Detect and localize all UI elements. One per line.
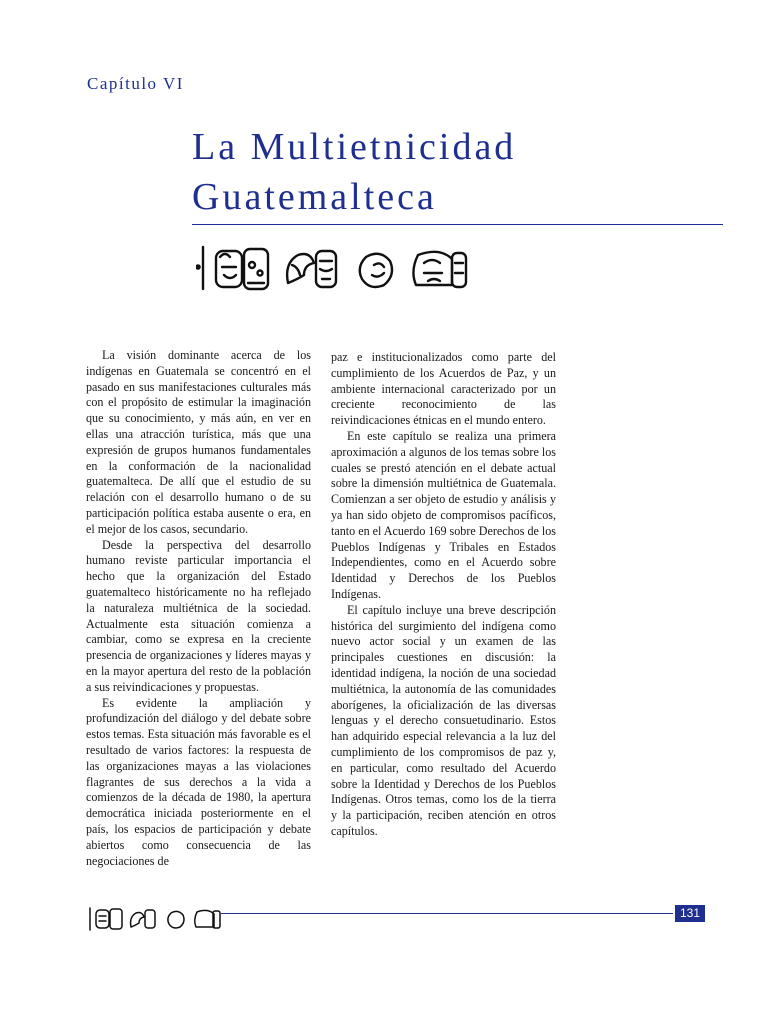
paragraph: El capítulo incluye una breve descripción histórica del surgimiento del indígena como nuevo actor social y un examen de las principales cuestiones en discusión: la identidad indígena, la noción de una sociedad multiétnica, la autonomía de las comunidades aborígenes, la oficialización de las diversas lenguas y el derecho consuetudinario. Estos han adquirido especial relevancia a la luz del cumplimiento de los compromisos de paz y, en particular, como resultado del Acuerdo sobre la Identidad y Derechos de los Pueblos Indígenas. Otros temas, como los de la tierra y la participación, reciben atención en otros capítulos. <box>331 602 556 838</box>
title-line-2: Guatemalteca <box>192 176 437 218</box>
page-number: 131 <box>675 905 705 922</box>
text-column-left <box>86 348 311 869</box>
title-line-1: La Multietnicidad <box>192 126 517 168</box>
chapter-title <box>192 122 516 222</box>
chapter-label: Capítulo VI <box>87 74 184 93</box>
paragraph: Es evidente la ampliación y profundización del diálogo y del debate sobre estos temas. Esta situación más favorable es el resultado de varios factores: la respuesta de las organizaciones mayas a las violaciones flagrantes de sus derechos a la vida a comienzos de la década de 1980, la apertura democrática iniciada posteriormente en el país, los espacios de participación y debate abiertos como consecuencia de las negociaciones de <box>86 695 312 868</box>
maya-glyph-footer-icon <box>87 906 221 932</box>
footer-rule <box>221 913 673 914</box>
paragraph: En este capítulo se realiza una primera aproximación a algunos de los temas sobre los cuales se prestó atención en el debate actual sobre la dimensión multiétnica de Guatemala. Comienzan a ser objeto de estudio y análisis y ya han sido objeto de compromisos pacíficos, tanto en el Acuerdo 169 sobre Derechos de los Pueblos Indígenas y Tribales en Estados Independientes, como en el Acuerdo sobre Identidad y Derechos de los Pueblos Indígenas. <box>331 428 557 601</box>
paragraph: paz e institucionalizados como parte del cumplimiento de los Acuerdos de Paz, y un ambiente internacional caracterizado por un creciente reconocimiento de las reivindicaciones étnicas en el mundo entero. <box>331 350 556 428</box>
paragraph: Desde la perspectiva del desarrollo humano reviste particular importancia el hecho que la organización del Estado guatemalteco históricamente no ha reflejado la naturaleza multiétnica de la sociedad. Actualmente esta situación comienza a cambiar, como se expresa en la creciente presencia de organizaciones y líderes mayas y en la mayor apertura del resto de la población a sus reivindicaciones y propuestas. <box>86 537 311 694</box>
paragraph: La visión dominante acerca de los indígenas en Guatemala se concentró en el pasado en sus manifestaciones culturales más con el propósito de estimular la imaginación que su conocimiento, y más aún, en ver en ellas una atracción turística, más que una expresión de grupos humanos fundamentales en la conformación de la nacionalidad guatemalteca. De allí que el estudio de su relación con el desarrollo humano o de su participación política estaba ausente o era, en el mejor de los casos, secundario. <box>86 348 311 536</box>
text-column-right <box>331 350 556 840</box>
maya-glyph-icon <box>196 243 471 295</box>
title-rule <box>192 224 723 225</box>
